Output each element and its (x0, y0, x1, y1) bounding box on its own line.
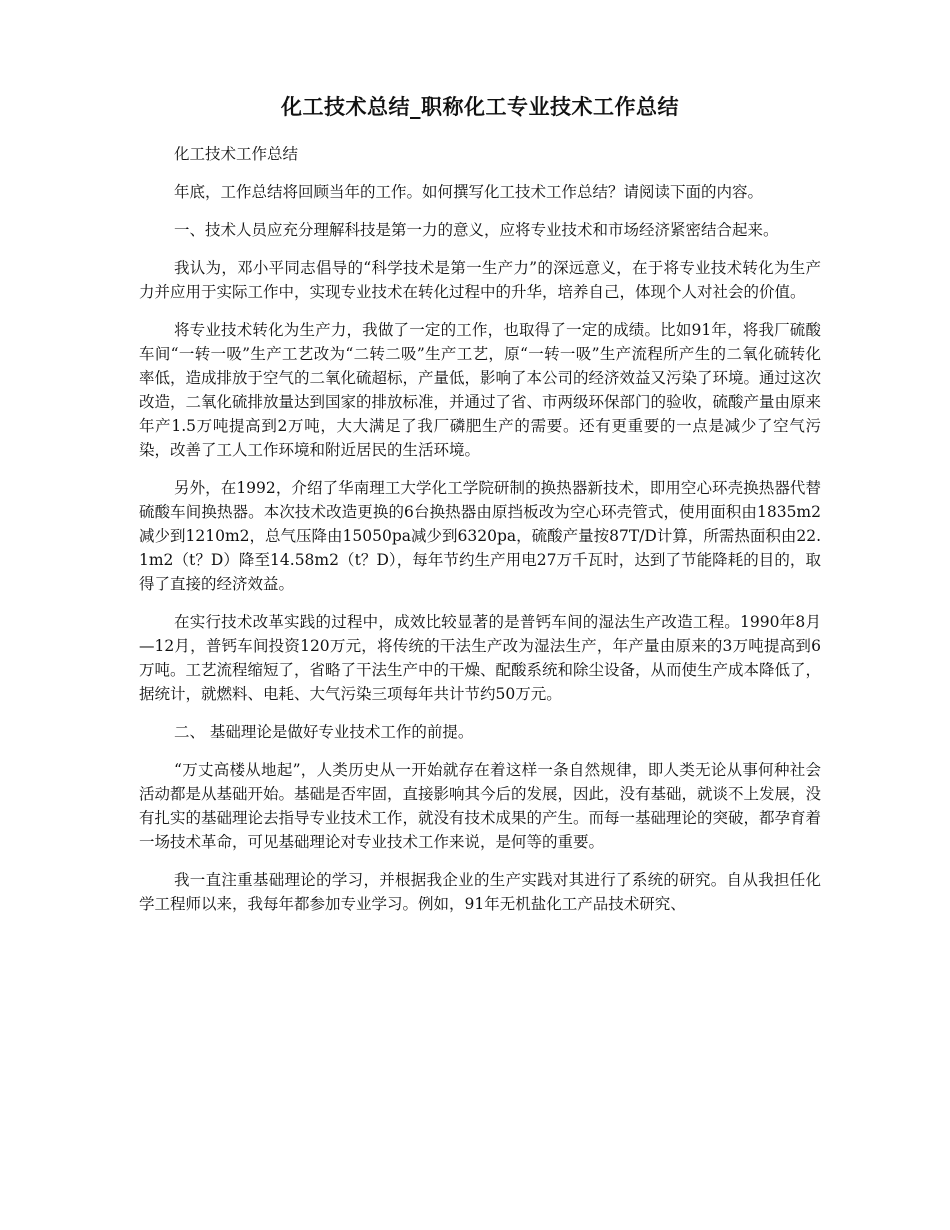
paragraph-intro: 年底，工作总结将回顾当年的工作。如何撰写化工技术工作总结？请阅读下面的内容。 (174, 183, 764, 201)
document-title: 化工技术总结_职称化工专业技术工作总结 (281, 95, 679, 119)
paragraph: 我认为，邓小平同志倡导的“科学技术是第一生产力”的深远意义，在于将专业技术转化为生产力并应用于实际工作中，实现专业技术在转化过程中的升华，培养自己，体现个人对社会的价值。 (139, 259, 821, 301)
paragraph: 在实行技术改革实践的过程中，成效比较显著的是普钙车间的湿法生产改造工程。1990年8月—12月，普钙车间投资120万元，将传统的干法生产改为湿法生产，年产量由原来的3万吨提高到6万吨。工艺流程缩短了，省略了干法生产中的干燥、配酸系统和除尘设备，从而使生产成本降低了，据统计，就燃料、电耗、大气污染三项每年共计节约50万元。 (139, 613, 822, 703)
document-page (139, 92, 821, 930)
section-heading-one: 一、技术人员应充分理解科技是第一力的意义，应将专业技术和市场经济紧密结合起来。 (174, 221, 779, 239)
paragraph: 我一直注重基础理论的学习，并根据我企业的生产实践对其进行了系统的研究。自从我担任化学工程师以来，我每年都参加专业学习。例如，91年无机盐化工产品技术研究、 (139, 871, 821, 913)
section-heading-two: 二、 基础理论是做好专业技术工作的前提。 (174, 723, 474, 741)
paragraph: 另外，在1992，介绍了华南理工大学化工学院研制的换热器新技术，即用空心环壳换热器代替硫酸车间换热器。本次技术改造更换的6台换热器由原挡板改为空心环壳管式，使用面积由1835m2减少到1210m2，总气压降由15050pa减少到6320pa，硫酸产量按87T/D计算，所需热面积由22.1m2（t？D）降至14.58m2（t？D），每年节约生产用电27万千瓦时，达到了节能降耗的目的，取得了直接的经济效益。 (139, 479, 821, 593)
paragraph: 将专业技术转化为生产力，我做了一定的工作，也取得了一定的成绩。比如91年，将我厂硫酸车间“一转一吸”生产工艺改为“二转二吸”生产工艺，原“一转一吸”生产流程所产生的二氧化硫转化率低，造成排放于空气的二氧化硫超标，产量低，影响了本公司的经济效益又污染了环境。通过这次改造，二氧化硫排放量达到国家的排放标准，并通过了省、市两级环保部门的验收，硫酸产量由原来年产1.5万吨提高到2万吨，大大满足了我厂磷肥生产的需要。还有更重要的一点是减少了空气污染，改善了工人工作环境和附近居民的生活环境。 (139, 321, 822, 459)
paragraph: “万丈高楼从地起”，人类历史从一开始就存在着这样一条自然规律，即人类无论从事何种社会活动都是从基础开始。基础是否牢固，直接影响其今后的发展，因此，没有基础，就谈不上发展，没有扎实的基础理论去指导专业技术工作，就没有技术成果的产生。而每一基础理论的突破，都孕育着一场技术革命，可见基础理论对专业技术工作来说，是何等的重要。 (139, 761, 822, 851)
paragraph-subtitle: 化工技术工作总结 (174, 145, 299, 163)
